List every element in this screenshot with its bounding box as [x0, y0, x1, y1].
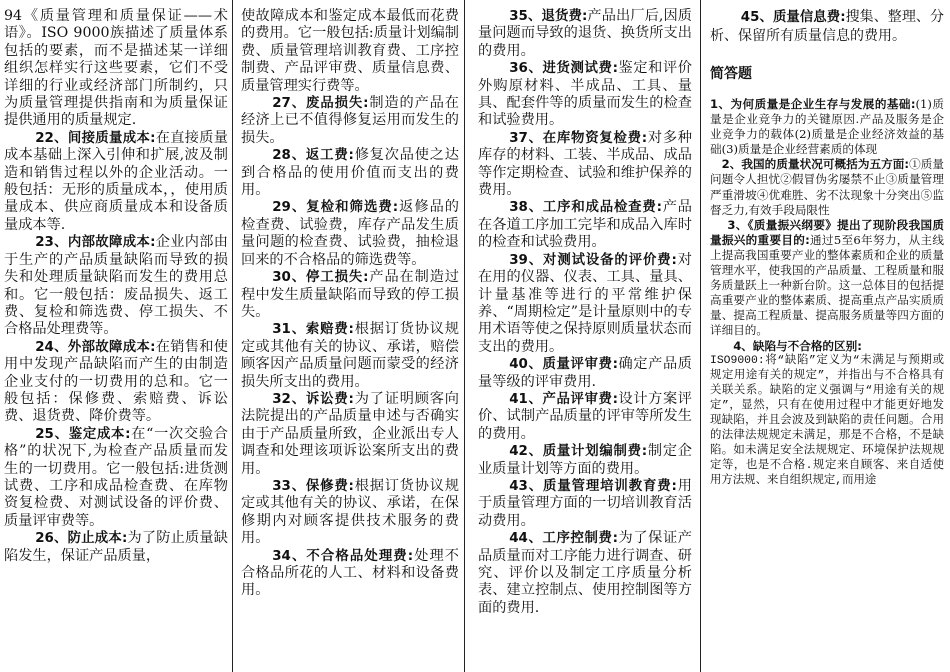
question-text: ①质量问题令人担忧②假冒伪劣屡禁不止③质量管理严重滑坡④优难胜、劣不汰现象十分突出⑤监督乏力,有效手段局限性 [710, 157, 944, 217]
question-2 [710, 157, 944, 217]
column-2 [241, 8, 459, 672]
column-divider-3 [700, 0, 701, 672]
term-title: 24、外部故障成本: [35, 339, 156, 355]
column-1 [4, 8, 228, 672]
term-text: 产品在各道工序加工完毕和成品入库时的检查和试验费用。 [478, 199, 692, 251]
term-text: 鉴定和评价外购原材料、半成品、工具、量具、配套件等的质量而发生的检查和试验费用。 [478, 60, 692, 129]
term-text: 修复次品使之达到合格品的使用价值而支出的费用。 [241, 147, 459, 199]
term-38 [478, 199, 692, 251]
term-27 [241, 95, 459, 147]
term-41 [478, 391, 692, 443]
term-title: 34、不合格品处理费: [272, 548, 414, 564]
term-25 [4, 426, 228, 530]
term-title: 39、对测试设备的评价费: [509, 252, 677, 268]
question-title: 4、缺陷与不合格的区别: [733, 338, 862, 353]
term-title: 35、退货费: [509, 9, 588, 24]
term-33 [241, 478, 459, 548]
term-31 [241, 321, 459, 391]
question-4-title [710, 339, 944, 354]
term-36 [478, 60, 692, 130]
term-30 [241, 269, 459, 321]
term-text: 产品在制造过程中发生质量缺陷而导致的停工损失。 [241, 269, 459, 320]
question-title: 1、为何质量是企业生存与发展的基础: [710, 97, 916, 111]
term-title: 28、返工费: [272, 148, 354, 164]
term-35 [478, 8, 692, 60]
question-4-text: ISO9000:将“缺陷”定义为“未满足与预期或规定用途有关的规定”，并指出与不合格具有关联关系。缺陷的定义强调与“用途有关的规定”，显然，只有在使用过程中才能更好地发现缺陷，并且会波及到缺陷的责任问题。合用的法律法规规定未满足，那是不合格，不是缺陷。如未满足安全法规规定、环境保护法规规定等，也是不合格.规定来自顾客、来自适使用方法规、来自组织规定,而用途 [710, 354, 944, 488]
term-23 [4, 234, 228, 338]
term-34 [241, 548, 459, 600]
column-4 [710, 8, 944, 672]
paragraph-continuation: 使故障成本和鉴定成本最低而花费的费用。它一般包括:质量计划编制费、质量管理培训教育费、工序控制费、产品评审费、质量信息费、质量管理实行费等。 [241, 8, 459, 94]
term-text: 制定企业质量计划等方面的费用。 [478, 443, 692, 477]
term-22 [4, 130, 228, 234]
question-title: 2、我国的质量状况可概括为五方面: [721, 157, 910, 172]
column-3 [478, 8, 692, 672]
term-title: 36、进货测试费: [509, 61, 618, 77]
term-title: 38、工序和成品检查费: [509, 200, 662, 216]
term-28 [241, 147, 459, 199]
term-title: 25、鉴定成本: [35, 426, 131, 442]
term-text: 设计方案评价、试制产品质量的评审等所发生的费用。 [478, 390, 692, 442]
term-text: 制造的产品在经济上已不值得修复运用而发生的损失。 [241, 95, 459, 146]
term-text: 为了保证产品质量而对工序能力进行调查、研究、评价以及制定工序质量分析表、建立控制点、使用控制图等方面的费用. [478, 530, 692, 616]
term-43 [478, 478, 692, 530]
column-divider-1 [232, 0, 233, 672]
term-42 [478, 443, 692, 478]
question-text: 通过5至6年努力，从主线上提高我国重要产业的整体素质和企业的质量管理水平，使我国的产品质量、工程质量和服务质量跃上一种新台阶。这一总体目的包括提高重要产业的整体素质、提高重点产品实质质量、提高工程质量、提高服务质量等四方面的详细目的。 [710, 232, 944, 338]
term-text: 对在用的仪器、仪表、工具、量具、计量基准等进行的平常维护保养、“周期检定”是计量原则中的专用术语等使之保持原则质量状态而支出的费用。 [478, 251, 692, 355]
question-3 [710, 218, 944, 339]
term-24 [4, 339, 228, 426]
term-39 [478, 252, 692, 356]
term-45 [710, 8, 944, 45]
term-32 [241, 391, 459, 478]
term-text: 用于质量管理方面的一切培训教育活动费用。 [478, 477, 692, 529]
term-title: 23、内部故障成本: [35, 235, 156, 251]
term-44 [478, 530, 692, 617]
term-40 [478, 356, 692, 391]
term-text: 企业内部由于生产的产品质量缺陷而导致的损失和处理质量缺陷而发生的费用总和。它一般包括：废品损失、返工费、复检和筛选费、停工损失、不合格品处理费等。 [4, 234, 228, 338]
term-text: 在销售和使用中发现产品缺陷而产生的由制造企业支付的一切费用的总和。它一般包括：保修费、索赔费、诉讼费、退货费、降价费等。 [4, 338, 228, 425]
term-title: 30、停工损失: [272, 270, 369, 286]
term-37 [478, 130, 692, 200]
term-title: 27、废品损失: [272, 96, 369, 112]
question-title: 3、《质量振兴纲要》提出了现阶段我国质量振兴的重要目的: [710, 217, 944, 247]
term-title: 45、质量信息费: [740, 10, 846, 25]
term-text: 在“一次交验合格”的状况下,为检查产品质量而发生的一切费用。它一般包括:进货测试费、工序和成品检查费、在库物资复检费、对测试设备的评价费、质量评审费等。 [4, 425, 228, 529]
term-text: 根据订货协议规定或其他有关的协议、承诺，赔偿顾客因产品质量问题而蒙受的经济损失所支出的费用。 [241, 321, 459, 390]
term-text: 确定产品质量等级的评审费用. [478, 356, 692, 390]
term-text: 返修品的检查费、试验费，库存产品发生质量问题的检查费、试验费，抽检退回来的不合格品的筛选费等。 [241, 199, 459, 268]
term-title: 33、保修费: [272, 478, 354, 494]
question-1 [710, 97, 944, 157]
term-title: 22、间接质量成本: [35, 130, 156, 146]
question-text: (1)质量是企业竞争力的关键原因.产品及服务是企业竞争力的载体(2)质量是企业经济效益的基础(3)质量是企业经营素质的体现 [710, 97, 944, 157]
term-text: 产品出厂后,因质量问题而导致的退货、换货所支出的费用。 [478, 8, 692, 59]
term-text: 根据订货协议规定或其他有关的协议、承诺，在保修期内对顾客提供技术服务的费用。 [241, 477, 459, 547]
term-title: 44、工序控制费: [509, 531, 618, 547]
term-title: 31、索赔费: [272, 322, 354, 338]
column-divider-2 [464, 0, 465, 672]
term-text: 为了防止质量缺陷发生，保证产品质量， [4, 530, 228, 564]
term-text: 为了证明顾客向法院提出的产品质量申述与否确实由于产品质量所致，企业派出专人调查和处理该项诉讼案所支出的费用。 [241, 390, 459, 477]
term-text: 在直接质量成本基础上深入引伸和扩展,波及制造和销售过程以外的企业活动。一般包括：无形的质量成本，，使用质量成本、供应商质量成本和设备质量成本等. [4, 129, 228, 233]
term-title: 41、产品评审费: [509, 391, 618, 407]
term-title: 40、质量评审费: [509, 357, 618, 373]
term-26 [4, 530, 228, 565]
term-text: 搜集、整理、分析、保留所有质量信息的费用。 [710, 9, 944, 44]
paragraph-iso9000: 94《质量管理和质量保证——术语》。ISO 9000族描述了质量体系包括的要素，而不是描述某一详细组织怎样实行这些要素，它们不受详细的行业或经济部门所制约，只为质量管理提供指南和为质量保证提供通用的质量规定. [4, 8, 228, 129]
term-title: 29、复检和筛选费: [272, 200, 399, 216]
term-title: 43、质量管理培训教育费: [509, 478, 677, 494]
term-29 [241, 199, 459, 269]
term-title: 26、防止成本: [35, 531, 128, 547]
term-title: 32、诉讼费: [272, 391, 354, 407]
section-heading-short-answer: 简答题 [710, 66, 752, 82]
term-title: 37、在库物资复检费: [509, 130, 648, 146]
term-text: 处理不合格品所花的人工、材料和设备费用。 [241, 547, 459, 599]
term-text: 对多种库存的材料、工装、半成品、成品等作定期检查、试验和维护保养的费用。 [478, 129, 692, 199]
term-title: 42、质量计划编制费: [509, 444, 648, 460]
